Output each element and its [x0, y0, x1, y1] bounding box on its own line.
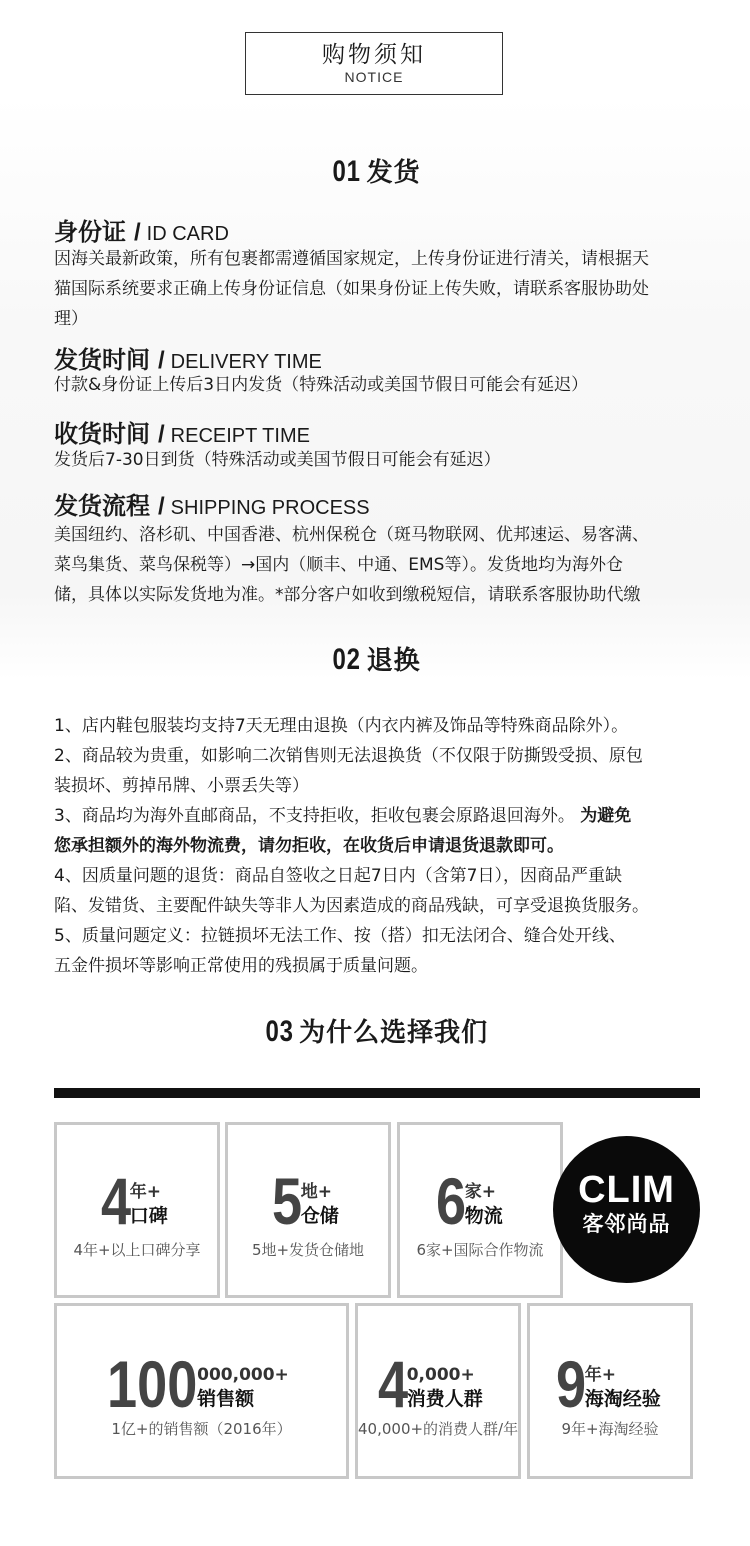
stat-big-number: 100	[107, 1347, 198, 1421]
id-card-heading: 身份证 / ID CARD	[54, 218, 229, 246]
text-line: 付款&身份证上传后3日内发货（特殊活动或美国节假日可能会有延迟）	[54, 375, 589, 395]
receipt-time-heading: 收货时间 / RECEIPT TIME	[54, 420, 310, 448]
text-line: 4、因质量问题的退货：商品自签收之日起7日内（含第7日），因商品严重缺	[54, 866, 622, 886]
stat-caption: 9年+海淘经验	[561, 1420, 659, 1438]
stat-box-reputation	[54, 1122, 220, 1298]
text-line: 美国纽约、洛杉矶、中国香港、杭州保税仓（斑马物联网、优邦速运、易客满、	[54, 525, 649, 545]
text-span: 3、商品均为海外直邮商品，不支持拒收，拒收包裹会原路退回海外。	[54, 806, 575, 826]
stat-box-customers	[355, 1303, 521, 1479]
stat-main	[436, 1164, 503, 1238]
heading-cn: 发货时间	[54, 346, 150, 374]
stat-label: 销售额	[197, 1388, 255, 1410]
heading-en: RECEIPT TIME	[170, 425, 310, 447]
heading-en: ID CARD	[146, 223, 229, 245]
text-line: 因海关最新政策，所有包裹都需遵循国家规定，上传身份证进行清关，请根据天	[54, 249, 649, 269]
stat-box-warehouse	[225, 1122, 391, 1298]
section-number: 02	[332, 643, 362, 676]
shipping-process-heading: 发货流程 / SHIPPING PROCESS	[54, 492, 370, 520]
section-title-text: 为什么选择我们	[299, 1018, 489, 1048]
brand-logo-en: CLIM	[578, 1169, 675, 1211]
text-line: 1、店内鞋包服装均支持7天无理由退换（内衣内裤及饰品等特殊商品除外）。	[54, 716, 629, 736]
stat-caption: 5地+发货仓储地	[251, 1241, 365, 1259]
stat-superscript: 000,000+	[197, 1365, 289, 1385]
text-line: 五金件损坏等影响正常使用的残损属于质量问题。	[54, 956, 428, 976]
stat-side	[197, 1364, 289, 1412]
text-line	[54, 801, 724, 831]
stat-big-number: 9	[556, 1347, 587, 1421]
section-number: 01	[332, 155, 362, 188]
bold-text: 为避免	[580, 806, 632, 826]
text-line: 理）	[54, 309, 88, 329]
section-number: 03	[265, 1015, 294, 1048]
section-title-why-us	[0, 1012, 750, 1049]
notice-header	[245, 32, 503, 95]
stat-main	[101, 1164, 168, 1238]
stat-caption: 6家+国际合作物流	[416, 1241, 544, 1259]
section-title-shipping	[0, 152, 750, 189]
text-line: 陷、发错货、主要配件缺失等非人为因素造成的商品残缺，可享受退换货服务。	[54, 896, 649, 916]
text-line	[54, 831, 724, 861]
notice-title-en: NOTICE	[344, 69, 404, 85]
stat-main	[378, 1347, 483, 1421]
stat-caption: 1亿+的销售额（2016年）	[111, 1420, 292, 1438]
divider-bar	[54, 1088, 700, 1098]
text-line: 发货后7-30日到货（特殊活动或美国节假日可能会有延迟）	[54, 450, 501, 470]
text-line: 储，具体以实际发货地为准。*部分客户如收到缴税短信，请联系客服协助代缴	[54, 585, 641, 605]
stat-big-number: 5	[272, 1164, 303, 1238]
stat-side	[130, 1181, 168, 1229]
heading-en: DELIVERY TIME	[170, 351, 322, 373]
delivery-time-heading: 发货时间 / DELIVERY TIME	[54, 346, 322, 374]
stat-label: 海淘经验	[584, 1388, 661, 1410]
stat-main	[556, 1347, 661, 1421]
stat-side	[585, 1364, 661, 1412]
stat-box-sales	[54, 1303, 349, 1479]
stat-box-logistics	[397, 1122, 563, 1298]
stat-label: 口碑	[129, 1205, 168, 1227]
heading-cn: 发货流程	[54, 492, 150, 520]
stat-side	[465, 1181, 503, 1229]
stat-big-number: 4	[378, 1347, 409, 1421]
returns-policy-text	[54, 711, 724, 981]
stat-label: 仓储	[300, 1205, 339, 1227]
text-line: 5、质量问题定义：拉链损坏无法工作、按（搭）扣无法闭合、缝合处开线、	[54, 926, 626, 946]
text-line: 2、商品较为贵重，如影响二次销售则无法退换货（不仅限于防撕毁受损、原包	[54, 746, 643, 766]
delivery-time-text	[54, 370, 714, 400]
stat-superscript: 地+	[300, 1182, 332, 1202]
stat-superscript: 0,000+	[406, 1365, 475, 1385]
stat-box-experience	[527, 1303, 693, 1479]
section-title-text: 退换	[366, 646, 421, 676]
heading-cn: 收货时间	[54, 420, 150, 448]
stat-label: 物流	[464, 1205, 503, 1227]
stat-caption: 4年+以上口碑分享	[73, 1241, 201, 1259]
brand-logo	[553, 1136, 700, 1283]
id-card-text	[54, 244, 714, 334]
stat-big-number: 6	[436, 1164, 467, 1238]
stat-main	[272, 1164, 339, 1238]
section-title-text: 发货	[366, 158, 421, 188]
bold-text: 您承担额外的海外物流费，请勿拒收，在收货后申请退货退款即可。	[54, 836, 564, 856]
stat-superscript: 年+	[584, 1365, 616, 1385]
text-line: 猫国际系统要求正确上传身份证信息（如果身份证上传失败，请联系客服协助处	[54, 279, 649, 299]
section-title-returns	[0, 640, 750, 677]
text-line: 菜鸟集货、菜鸟保税等）→国内（顺丰、中通、EMS等）。发货地均为海外仓	[54, 555, 623, 575]
text-line: 装损坏、剪掉吊牌、小票丢失等）	[54, 776, 309, 796]
shipping-process-text	[54, 520, 714, 610]
heading-en: SHIPPING PROCESS	[170, 497, 370, 519]
stat-caption: 40,000+的消费人群/年	[358, 1420, 519, 1438]
receipt-time-text	[54, 445, 714, 475]
stat-superscript: 年+	[129, 1182, 161, 1202]
notice-title-cn: 购物须知	[322, 42, 426, 68]
heading-cn: 身份证	[54, 218, 126, 246]
stat-label: 消费人群	[406, 1388, 483, 1410]
stat-main	[107, 1347, 289, 1421]
stat-side	[407, 1364, 483, 1412]
stat-superscript: 家+	[464, 1182, 496, 1202]
stat-side	[301, 1181, 339, 1229]
stat-big-number: 4	[101, 1164, 132, 1238]
brand-logo-cn: 客邻尚品	[582, 1212, 671, 1236]
